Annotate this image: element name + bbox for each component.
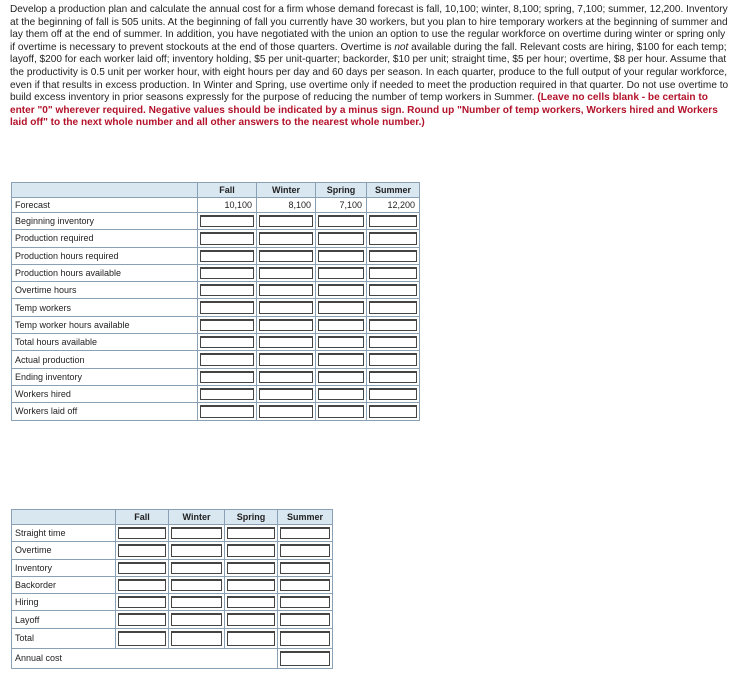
forecast-row bbox=[12, 198, 420, 213]
cost-input-cell-box[interactable] bbox=[118, 631, 166, 646]
plan-input-cell[interactable] bbox=[198, 264, 257, 281]
plan-input-cell[interactable] bbox=[198, 282, 257, 299]
plan-input-cell-box[interactable] bbox=[259, 250, 313, 262]
plan-input-cell[interactable] bbox=[257, 316, 316, 333]
plan-input-cell-box[interactable] bbox=[318, 215, 364, 227]
cost-input-cell[interactable] bbox=[169, 542, 225, 559]
plan-input-cell-box[interactable] bbox=[259, 405, 313, 417]
cost-input-cell[interactable] bbox=[169, 525, 225, 542]
plan-row bbox=[12, 247, 420, 264]
cost-input-cell-box[interactable] bbox=[118, 562, 166, 574]
plan-input-cell[interactable] bbox=[257, 403, 316, 420]
plan-input-cell-box[interactable] bbox=[318, 319, 364, 331]
plan-input-cell-box[interactable] bbox=[259, 267, 313, 279]
cost-input-cell[interactable] bbox=[116, 542, 169, 559]
plan-input-cell-box[interactable] bbox=[369, 301, 417, 313]
plan-input-cell-box[interactable] bbox=[259, 319, 313, 331]
plan-input-cell[interactable] bbox=[316, 334, 367, 351]
cost-row bbox=[12, 542, 333, 559]
plan-row bbox=[12, 282, 420, 299]
plan-input-cell[interactable] bbox=[198, 299, 257, 316]
plan-input-cell[interactable] bbox=[367, 213, 420, 230]
plan-input-cell-box[interactable] bbox=[369, 215, 417, 227]
plan-row bbox=[12, 403, 420, 420]
plan-input-cell-box[interactable] bbox=[318, 336, 364, 348]
plan-input-cell-box[interactable] bbox=[200, 250, 254, 262]
cost-input-cell[interactable] bbox=[225, 542, 278, 559]
forecast-value: 7,100 bbox=[316, 198, 367, 213]
forecast-value: 12,200 bbox=[367, 198, 420, 213]
plan-input-cell[interactable] bbox=[198, 385, 257, 402]
row-label: Straight time bbox=[12, 525, 116, 542]
col-header: Summer bbox=[367, 183, 420, 198]
plan-input-cell-box[interactable] bbox=[259, 336, 313, 348]
cost-input-cell-box[interactable] bbox=[171, 544, 222, 556]
row-label: Ending inventory bbox=[12, 368, 198, 385]
problem-statement bbox=[10, 4, 732, 130]
plan-row bbox=[12, 316, 420, 333]
plan-input-cell-box[interactable] bbox=[200, 371, 254, 383]
cost-input-cell[interactable] bbox=[116, 559, 169, 576]
row-label: Inventory bbox=[12, 559, 116, 576]
plan-input-cell-box[interactable] bbox=[369, 319, 417, 331]
cost-input-cell-box[interactable] bbox=[171, 579, 222, 591]
plan-input-cell[interactable] bbox=[316, 351, 367, 368]
col-header: Winter bbox=[169, 510, 225, 525]
forecast-value: 8,100 bbox=[257, 198, 316, 213]
plan-input-cell-box[interactable] bbox=[200, 336, 254, 348]
cost-input-cell-box[interactable] bbox=[227, 544, 275, 556]
plan-input-cell-box[interactable] bbox=[369, 267, 417, 279]
annual-cost-input[interactable] bbox=[278, 648, 333, 668]
plan-input-cell-box[interactable] bbox=[318, 284, 364, 296]
cost-input-cell[interactable] bbox=[278, 559, 333, 576]
cost-input-cell-box[interactable] bbox=[118, 544, 166, 556]
annual-cost-row bbox=[12, 648, 333, 668]
plan-input-cell[interactable] bbox=[316, 385, 367, 402]
row-label: Beginning inventory bbox=[12, 213, 198, 230]
annual-cost-input-box[interactable] bbox=[280, 651, 330, 666]
cost-row bbox=[12, 594, 333, 611]
plan-input-cell[interactable] bbox=[316, 230, 367, 247]
cost-input-cell[interactable] bbox=[169, 594, 225, 611]
production-plan-table bbox=[11, 182, 420, 421]
row-label: Actual production bbox=[12, 351, 198, 368]
plan-input-cell-box[interactable] bbox=[318, 388, 364, 400]
plan-input-cell[interactable] bbox=[257, 351, 316, 368]
cost-input-cell-box[interactable] bbox=[280, 579, 330, 591]
plan-input-cell[interactable] bbox=[257, 299, 316, 316]
cost-input-cell[interactable] bbox=[278, 611, 333, 628]
cost-input-cell-box[interactable] bbox=[171, 631, 222, 646]
row-label: Temp worker hours available bbox=[12, 316, 198, 333]
cost-input-cell-box[interactable] bbox=[227, 562, 275, 574]
plan-row bbox=[12, 385, 420, 402]
cost-input-cell-box[interactable] bbox=[171, 613, 222, 625]
plan-input-cell-box[interactable] bbox=[259, 215, 313, 227]
plan-input-cell-box[interactable] bbox=[259, 371, 313, 383]
cost-input-cell[interactable] bbox=[278, 594, 333, 611]
cost-row bbox=[12, 628, 333, 648]
plan-input-cell[interactable] bbox=[367, 385, 420, 402]
cost-input-cell-box[interactable] bbox=[118, 579, 166, 591]
plan-input-cell-box[interactable] bbox=[200, 388, 254, 400]
plan-input-cell[interactable] bbox=[316, 282, 367, 299]
row-label: Backorder bbox=[12, 576, 116, 593]
plan-input-cell[interactable] bbox=[198, 213, 257, 230]
plan-input-cell-box[interactable] bbox=[369, 353, 417, 365]
plan-input-cell-box[interactable] bbox=[259, 301, 313, 313]
plan-input-cell[interactable] bbox=[367, 351, 420, 368]
row-label: Total bbox=[12, 628, 116, 648]
plan-input-cell-box[interactable] bbox=[318, 267, 364, 279]
plan-input-cell[interactable] bbox=[257, 385, 316, 402]
col-header: Spring bbox=[316, 183, 367, 198]
plan-input-cell[interactable] bbox=[316, 368, 367, 385]
plan-input-cell[interactable] bbox=[198, 403, 257, 420]
cost-input-cell-box[interactable] bbox=[118, 596, 166, 608]
cost-input-cell[interactable] bbox=[278, 525, 333, 542]
plan-input-cell[interactable] bbox=[367, 334, 420, 351]
plan-input-cell-box[interactable] bbox=[200, 405, 254, 417]
plan-input-cell[interactable] bbox=[316, 264, 367, 281]
row-label: Total hours available bbox=[12, 334, 198, 351]
plan-input-cell[interactable] bbox=[367, 282, 420, 299]
plan-row bbox=[12, 264, 420, 281]
cost-input-cell[interactable] bbox=[116, 576, 169, 593]
plan-input-cell[interactable] bbox=[367, 264, 420, 281]
plan-input-cell[interactable] bbox=[367, 299, 420, 316]
plan-input-cell[interactable] bbox=[198, 247, 257, 264]
plan-input-cell-box[interactable] bbox=[200, 284, 254, 296]
plan-input-cell-box[interactable] bbox=[259, 284, 313, 296]
instructions-note: (Leave no cells blank - be certain to enter "0" wherever required. Negative values should be indicated by a minus sign. Round up "Number of temp workers, Workers hired and Workers laid off" to the next whole number and all other answers to the nearest whole number.) bbox=[10, 92, 718, 129]
plan-input-cell[interactable] bbox=[316, 403, 367, 420]
cost-input-cell-box[interactable] bbox=[171, 596, 222, 608]
plan-input-cell[interactable] bbox=[198, 334, 257, 351]
cost-input-cell-box[interactable] bbox=[118, 613, 166, 625]
cost-input-cell[interactable] bbox=[169, 576, 225, 593]
plan-input-cell[interactable] bbox=[198, 316, 257, 333]
col-header: Fall bbox=[198, 183, 257, 198]
plan-input-cell-box[interactable] bbox=[259, 353, 313, 365]
plan-row bbox=[12, 299, 420, 316]
cost-input-cell-box[interactable] bbox=[280, 596, 330, 608]
cost-input-cell-box[interactable] bbox=[118, 527, 166, 539]
cost-input-cell[interactable] bbox=[169, 611, 225, 628]
cost-input-cell-box[interactable] bbox=[280, 631, 330, 646]
cost-input-cell[interactable] bbox=[116, 611, 169, 628]
plan-input-cell[interactable] bbox=[367, 230, 420, 247]
row-label: Workers hired bbox=[12, 385, 198, 402]
plan-input-cell[interactable] bbox=[198, 230, 257, 247]
plan-input-cell-box[interactable] bbox=[200, 267, 254, 279]
row-label: Overtime bbox=[12, 542, 116, 559]
row-label: Production required bbox=[12, 230, 198, 247]
cost-input-cell-box[interactable] bbox=[227, 631, 275, 646]
plan-input-cell[interactable] bbox=[257, 213, 316, 230]
cost-input-cell-box[interactable] bbox=[280, 562, 330, 574]
corner-cell bbox=[12, 510, 116, 525]
row-label: Forecast bbox=[12, 198, 198, 213]
cost-row bbox=[12, 576, 333, 593]
plan-input-cell[interactable] bbox=[257, 282, 316, 299]
row-label: Hiring bbox=[12, 594, 116, 611]
cost-input-cell[interactable] bbox=[278, 576, 333, 593]
cost-input-cell[interactable] bbox=[169, 559, 225, 576]
plan-input-cell[interactable] bbox=[198, 351, 257, 368]
problem-text-emphasis: not bbox=[394, 41, 409, 53]
plan-input-cell-box[interactable] bbox=[369, 284, 417, 296]
cost-input-cell[interactable] bbox=[278, 628, 333, 648]
plan-row bbox=[12, 368, 420, 385]
plan-row bbox=[12, 351, 420, 368]
problem-text-part1: Develop a production plan and calculate the annual cost for a firm whose demand forecast is fall, 10,100; winter, 8,100; spring, 7,100; summer, 12,200. Inventory at the beginning of fall is 505 units. At the beginning of fall you currently have 30 workers, but you plan to hire temporary workers at the beginning of summer and lay them off at the end of summer. In addition, you have negotiated with the union an option to use the regular workforce on overtime during winter or spring only if overtime is necessary to prevent stockouts at the end of those quarters. Overtime is bbox=[10, 4, 728, 53]
cost-input-cell-box[interactable] bbox=[280, 613, 330, 625]
plan-input-cell-box[interactable] bbox=[369, 371, 417, 383]
plan-input-cell[interactable] bbox=[257, 334, 316, 351]
cost-input-cell-box[interactable] bbox=[227, 596, 275, 608]
plan-input-cell-box[interactable] bbox=[259, 232, 313, 244]
problem-text-part2: available during the fall. Relevant costs are hiring, $100 for each temp; layoff, $200 for each worker laid off; inventory holding, $5 per unit-quarter; backorder, $10 per unit; straight time, $5 per hour; overtime, $8 per hour. Assume that the productivity is 0.5 unit per worker hour, with eight hours per day and 60 days per season. In each quarter, produce to the full output of your regular workforce, even if that results in excess production. In Winter and Spring, use overtime only if needed to meet the production required in that quarter. Do not use overtime to build excess inventory in prior seasons expressly for the purpose of reducing the number of temp workers in Summer. bbox=[10, 41, 729, 104]
cost-input-cell[interactable] bbox=[116, 594, 169, 611]
col-header: Winter bbox=[257, 183, 316, 198]
plan-input-cell[interactable] bbox=[316, 299, 367, 316]
plan-input-cell-box[interactable] bbox=[200, 319, 254, 331]
plan-input-cell-box[interactable] bbox=[318, 301, 364, 313]
row-label: Workers laid off bbox=[12, 403, 198, 420]
cost-input-cell-box[interactable] bbox=[227, 613, 275, 625]
cost-input-cell[interactable] bbox=[225, 576, 278, 593]
cost-input-cell[interactable] bbox=[225, 525, 278, 542]
header-row bbox=[12, 183, 420, 198]
plan-input-cell[interactable] bbox=[257, 230, 316, 247]
cost-input-cell-box[interactable] bbox=[227, 579, 275, 591]
corner-cell bbox=[12, 183, 198, 198]
plan-input-cell-box[interactable] bbox=[369, 336, 417, 348]
row-label: Production hours required bbox=[12, 247, 198, 264]
plan-input-cell-box[interactable] bbox=[318, 371, 364, 383]
plan-input-cell[interactable] bbox=[257, 264, 316, 281]
cost-input-cell-box[interactable] bbox=[171, 562, 222, 574]
row-label: Production hours available bbox=[12, 264, 198, 281]
col-header: Summer bbox=[278, 510, 333, 525]
plan-input-cell-box[interactable] bbox=[369, 405, 417, 417]
plan-row bbox=[12, 334, 420, 351]
cost-input-cell[interactable] bbox=[116, 628, 169, 648]
plan-input-cell-box[interactable] bbox=[369, 250, 417, 262]
plan-input-cell[interactable] bbox=[316, 213, 367, 230]
cost-input-cell-box[interactable] bbox=[171, 527, 222, 539]
header-row bbox=[12, 510, 333, 525]
plan-input-cell-box[interactable] bbox=[369, 232, 417, 244]
plan-input-cell-box[interactable] bbox=[369, 388, 417, 400]
col-header: Fall bbox=[116, 510, 169, 525]
plan-input-cell[interactable] bbox=[367, 368, 420, 385]
row-label: Annual cost bbox=[12, 648, 278, 668]
cost-row bbox=[12, 611, 333, 628]
cost-input-cell[interactable] bbox=[225, 628, 278, 648]
plan-input-cell[interactable] bbox=[257, 247, 316, 264]
plan-input-cell[interactable] bbox=[316, 247, 367, 264]
plan-input-cell[interactable] bbox=[316, 316, 367, 333]
plan-input-cell[interactable] bbox=[367, 247, 420, 264]
row-label: Overtime hours bbox=[12, 282, 198, 299]
plan-row bbox=[12, 230, 420, 247]
cost-input-cell[interactable] bbox=[225, 611, 278, 628]
row-label: Temp workers bbox=[12, 299, 198, 316]
cost-input-cell[interactable] bbox=[225, 559, 278, 576]
cost-input-cell[interactable] bbox=[169, 628, 225, 648]
plan-input-cell[interactable] bbox=[367, 403, 420, 420]
cost-input-cell-box[interactable] bbox=[280, 527, 330, 539]
plan-input-cell[interactable] bbox=[257, 368, 316, 385]
cost-input-cell[interactable] bbox=[225, 594, 278, 611]
cost-input-cell[interactable] bbox=[116, 525, 169, 542]
plan-input-cell-box[interactable] bbox=[200, 215, 254, 227]
cost-input-cell-box[interactable] bbox=[227, 527, 275, 539]
plan-input-cell-box[interactable] bbox=[200, 353, 254, 365]
plan-row bbox=[12, 213, 420, 230]
plan-input-cell[interactable] bbox=[198, 368, 257, 385]
plan-input-cell-box[interactable] bbox=[259, 388, 313, 400]
col-header: Spring bbox=[225, 510, 278, 525]
forecast-value: 10,100 bbox=[198, 198, 257, 213]
plan-input-cell[interactable] bbox=[367, 316, 420, 333]
cost-row bbox=[12, 559, 333, 576]
cost-row bbox=[12, 525, 333, 542]
plan-input-cell-box[interactable] bbox=[318, 250, 364, 262]
cost-input-cell[interactable] bbox=[278, 542, 333, 559]
plan-input-cell-box[interactable] bbox=[200, 301, 254, 313]
plan-input-cell-box[interactable] bbox=[318, 405, 364, 417]
plan-input-cell-box[interactable] bbox=[200, 232, 254, 244]
cost-input-cell-box[interactable] bbox=[280, 544, 330, 556]
plan-input-cell-box[interactable] bbox=[318, 353, 364, 365]
row-label: Layoff bbox=[12, 611, 116, 628]
plan-input-cell-box[interactable] bbox=[318, 232, 364, 244]
cost-table bbox=[11, 509, 333, 669]
